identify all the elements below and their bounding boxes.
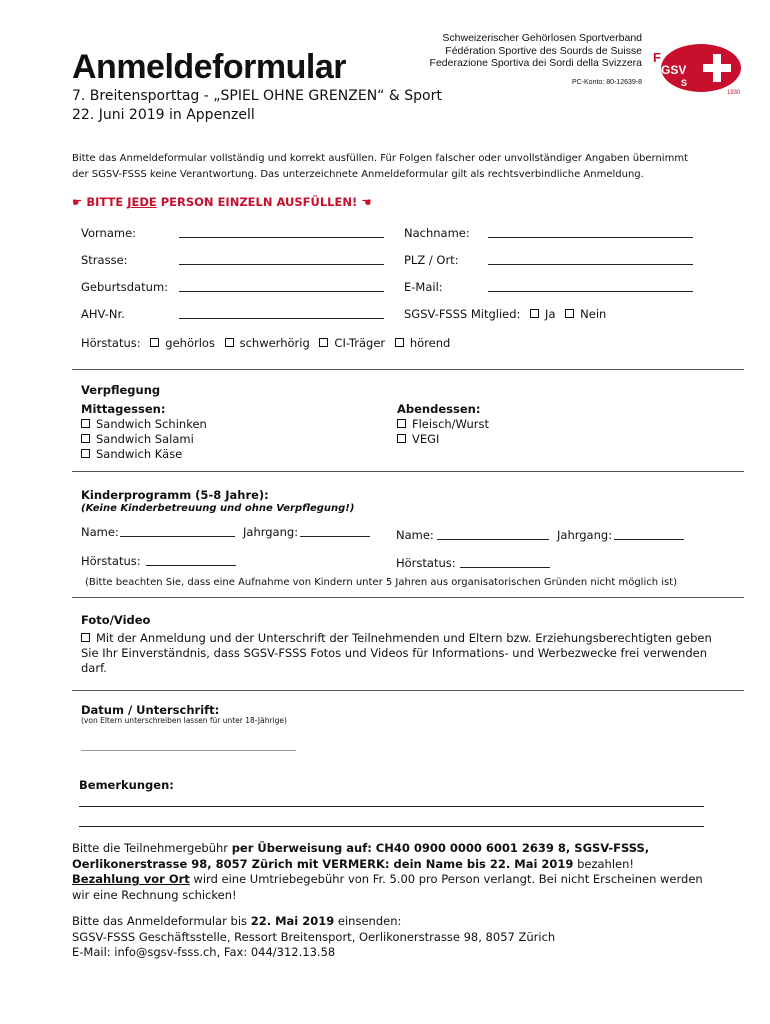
svg-text:S: S xyxy=(681,78,688,88)
geburtsdatum-field[interactable] xyxy=(179,279,384,292)
mittag-salami-checkbox[interactable] xyxy=(81,434,90,443)
mittag-option: Sandwich Käse xyxy=(81,447,207,462)
vorname-label: Vorname: xyxy=(81,226,137,240)
foto-consent: Mit der Anmeldung und der Unterschrift der Teilnehmenden und Eltern bzw. Erziehungsberechtigten geben Sie Ihr Einverständnis, dass SGSV-FSSS Fotos und Videos für Informations- und Werbezwecke frei verwenden darf. xyxy=(81,631,712,675)
pointing-right-icon: ☛ xyxy=(72,195,83,209)
bemerkungen-line-2[interactable] xyxy=(79,826,704,827)
sgsv-logo xyxy=(651,40,743,96)
kind1-hoerstatus-field[interactable] xyxy=(146,553,236,566)
hoerstatus-hoerend-checkbox[interactable] xyxy=(395,338,404,347)
svg-text:SGSV: SGSV xyxy=(653,63,687,77)
contact: E-Mail: info@sgsv-fsss.ch, Fax: 044/312.13.58 xyxy=(72,945,336,959)
page-title: Anmeldeformular xyxy=(72,48,346,86)
mittag-schinken-checkbox[interactable] xyxy=(81,419,90,428)
kind1-jahrgang-field[interactable] xyxy=(300,524,370,537)
strasse-field[interactable] xyxy=(179,252,384,265)
kind2-hoerstatus-field[interactable] xyxy=(460,555,550,568)
kind1-hoerstatus-label: Hörstatus: xyxy=(81,554,141,568)
plz-label: PLZ / Ort: xyxy=(404,253,459,267)
kind2-name-label: Name: xyxy=(396,528,434,542)
kind2-jahrgang-label: Jahrgang: xyxy=(557,528,613,542)
hoerstatus-schwerhoerig-checkbox[interactable] xyxy=(225,338,234,347)
nachname-label: Nachname: xyxy=(404,226,470,240)
divider xyxy=(72,369,744,370)
kind1-name-field[interactable] xyxy=(120,524,235,537)
kinder-note: (Bitte beachten Sie, dass eine Aufnahme von Kindern unter 5 Jahren aus organisatorischen Gründen nicht möglich ist) xyxy=(85,577,678,588)
pointing-left-icon: ☚ xyxy=(361,195,372,209)
bemerkungen-line-1[interactable] xyxy=(79,806,704,807)
mittagessen-section: Mittagessen: Sandwich Schinken Sandwich Salami Sandwich Käse xyxy=(81,402,207,461)
foto-consent-checkbox[interactable] xyxy=(81,633,90,642)
geburtsdatum-label: Geburtsdatum: xyxy=(81,280,169,294)
abend-vegi-checkbox[interactable] xyxy=(397,434,406,443)
ahv-field[interactable] xyxy=(179,306,384,319)
mittag-option: Sandwich Salami xyxy=(81,432,207,447)
notice: ☛ BITTE JEDE PERSON EINZELN AUSFÜLLEN! ☚ xyxy=(72,195,372,209)
signature-heading: Datum / Unterschrift: xyxy=(81,703,220,717)
abendessen-section: Abendessen: Fleisch/Wurst VEGI xyxy=(397,402,490,446)
email-label: E-Mail: xyxy=(404,280,443,294)
event-title: 7. Breitensporttag - „SPIEL OHNE GRENZEN“ & Sport xyxy=(72,88,442,104)
svg-text:F: F xyxy=(653,50,661,65)
plz-field[interactable] xyxy=(488,252,693,265)
divider xyxy=(72,597,744,598)
abend-fleisch-checkbox[interactable] xyxy=(397,419,406,428)
event-date: 22. Juni 2019 in Appenzell xyxy=(72,107,255,123)
signature-note: (von Eltern unterschreiben lassen für unter 18-Jährige) xyxy=(81,716,287,725)
mitglied-ja-checkbox[interactable] xyxy=(530,309,539,318)
kind2-hoerstatus-label: Hörstatus: xyxy=(396,556,456,570)
pc-konto: PC-Konto: 80-12639-8 xyxy=(571,79,642,86)
address: SGSV-FSSS Geschäftsstelle, Ressort Breitensport, Oerlikonerstrasse 98, 8057 Zürich xyxy=(72,929,556,944)
payment-text: Bitte die Teilnehmergebühr per Überweisung auf: CH40 0900 0000 6001 2639 8, SGSV-FSSS, Oerlikonerstrasse 98, 8057 Zürich mit VERMERK: dein Name bis 22. Mai 2019 bezahlen! Bezahlung vor Ort wird eine Umtriebegebühr von Fr. 5.00 pro Person verlangt. Bei nicht Erscheinen werden wir eine Rechnung schicken! xyxy=(72,841,703,902)
divider xyxy=(72,471,744,472)
foto-heading: Foto/Video xyxy=(81,613,151,627)
send-info: Bitte das Anmeldeformular bis 22. Mai 2019 einsenden: SGSV-FSSS Geschäftsstelle, Ressort Breitensport, Oerlikonerstrasse 98, 8057 Zürich E-Mail: info@sgsv-fsss.ch, Fax: 044/312.13.58 xyxy=(72,914,752,961)
kind2-jahrgang-field[interactable] xyxy=(614,527,684,540)
vorname-field[interactable] xyxy=(179,225,384,238)
hoerstatus-gehoerlos-checkbox[interactable] xyxy=(150,338,159,347)
mitglied-row: SGSV-FSSS Mitglied: Ja Nein xyxy=(404,307,607,321)
mittag-option: Sandwich Schinken xyxy=(81,417,207,432)
mittag-kaese-checkbox[interactable] xyxy=(81,449,90,458)
email-field[interactable] xyxy=(488,279,693,292)
ahv-label: AHV-Nr. xyxy=(81,307,125,321)
nachname-field[interactable] xyxy=(488,225,693,238)
mitglied-nein-checkbox[interactable] xyxy=(565,309,574,318)
kind1-jahrgang-label: Jahrgang: xyxy=(243,525,299,539)
hoerstatus-row: Hörstatus: gehörlos schwerhörig CI-Träger hörend xyxy=(81,336,451,350)
kind2-name-field[interactable] xyxy=(437,527,549,540)
intro-text: Bitte das Anmeldeformular vollständig und korrekt ausfüllen. Für Folgen falscher oder unvollständiger Angaben übernimmt der SGSV-FSSS keine Verantwortung. Das unterzeichnete Anmeldeformular gilt als rechtsverbindliche Anmeldung. xyxy=(72,153,688,180)
kind1-name-label: Name: xyxy=(81,525,119,539)
divider xyxy=(72,690,744,691)
organization-name: Schweizerischer Gehörlosen Sportverband Fédération Sportive des Sourds de Suisse Federazione Sportiva dei Sordi della Svizzera xyxy=(429,32,642,69)
signature-field[interactable] xyxy=(81,750,296,751)
hoerstatus-ci-traeger-checkbox[interactable] xyxy=(319,338,328,347)
abend-option: Fleisch/Wurst xyxy=(397,417,489,432)
kinder-subheading: (Keine Kinderbetreuung und ohne Verpflegung!) xyxy=(81,503,355,514)
verpflegung-heading: Verpflegung xyxy=(81,383,161,397)
bemerkungen-heading: Bemerkungen: xyxy=(79,778,174,792)
svg-text:1930: 1930 xyxy=(727,90,741,96)
kinder-heading: Kinderprogramm (5-8 Jahre): xyxy=(81,488,269,502)
abend-option: VEGI xyxy=(397,432,489,447)
strasse-label: Strasse: xyxy=(81,253,128,267)
